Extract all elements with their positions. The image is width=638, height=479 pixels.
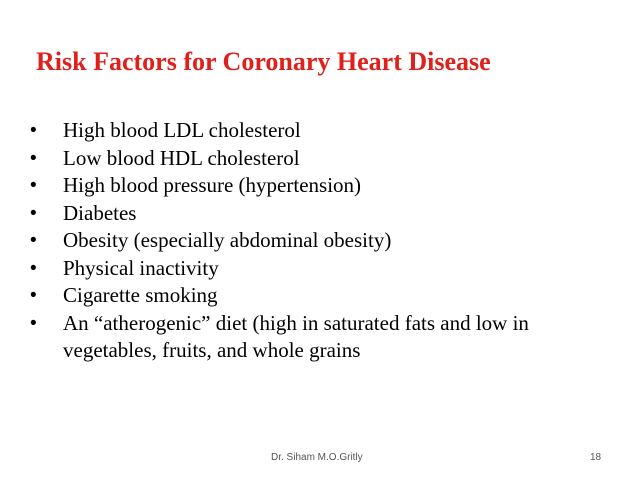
bullet-text: High blood LDL cholesterol xyxy=(63,118,301,142)
bullet-item xyxy=(30,172,610,200)
bullet-text: Obesity (especially abdominal obesity) xyxy=(63,228,392,252)
bullet-text: Physical inactivity xyxy=(63,255,219,280)
bullet-item xyxy=(30,200,610,228)
bullet-item xyxy=(30,117,610,145)
bullet-dot-icon: • xyxy=(30,147,37,169)
bullet-item xyxy=(30,227,610,255)
page-number: 18 xyxy=(590,452,602,463)
footer-author: Dr. Siham M.O.Gritly xyxy=(271,452,363,463)
bullet-list xyxy=(30,117,610,365)
bullet-dot-icon: • xyxy=(30,175,37,196)
bullet-item xyxy=(30,255,610,283)
bullet-text: High blood pressure (hypertension) xyxy=(63,173,362,197)
bullet-dot-icon: • xyxy=(30,120,37,141)
bullet-text: Low blood HDL cholesterol xyxy=(63,145,300,170)
bullet-text: Cigarette smoking xyxy=(63,283,218,307)
bullet-item xyxy=(30,282,610,310)
bullet-item xyxy=(30,310,610,365)
bullet-text: An “atherogenic” diet (high in saturated fats and low in vegetables, fruits, and whole grains xyxy=(63,310,529,362)
bullet-text: Diabetes xyxy=(63,200,137,225)
bullet-dot-icon: • xyxy=(30,202,37,224)
bullet-dot-icon: • xyxy=(30,230,37,251)
bullet-dot-icon: • xyxy=(30,285,37,306)
bullet-dot-icon: • xyxy=(30,312,37,334)
slide-title: Risk Factors for Coronary Heart Disease xyxy=(36,47,491,76)
bullet-item xyxy=(30,145,610,173)
bullet-dot-icon: • xyxy=(30,257,37,279)
